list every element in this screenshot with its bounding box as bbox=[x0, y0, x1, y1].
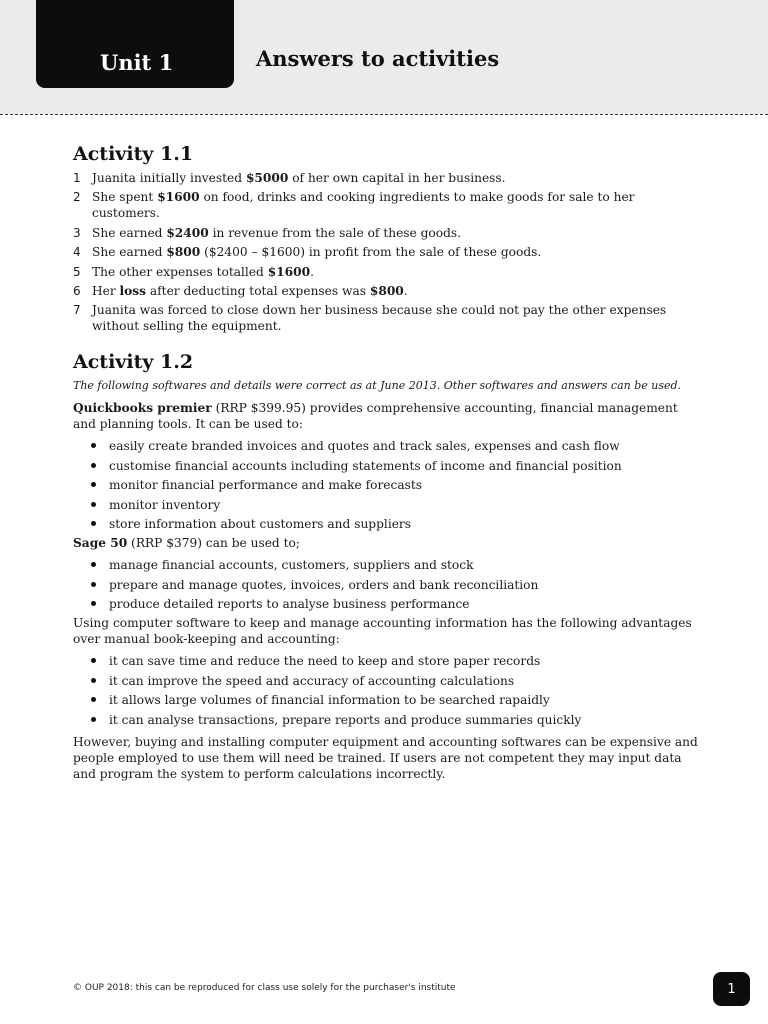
bullet-item: it allows large volumes of financial information to be searched rapaidly bbox=[73, 692, 703, 708]
text-run: Juanita initially invested bbox=[92, 171, 246, 185]
bold-text: $800 bbox=[369, 283, 404, 298]
bold-text: $1600 bbox=[267, 264, 311, 279]
text-run: The other expenses totalled bbox=[92, 264, 268, 279]
bullet-item: manage financial accounts, customers, suppliers and stock bbox=[73, 557, 703, 573]
activity-1-1-list bbox=[73, 170, 703, 334]
bold-text: Sage 50 bbox=[73, 536, 128, 551]
page-content bbox=[73, 142, 703, 782]
text-run: She spent bbox=[92, 190, 158, 205]
page-title: Answers to activities bbox=[256, 46, 500, 71]
bullet-item: easily create branded invoices and quotes and track sales, expenses and cash flow bbox=[73, 438, 703, 454]
list-item bbox=[73, 302, 703, 334]
item-number: 7 bbox=[73, 303, 81, 318]
page-number-badge: 1 bbox=[713, 972, 750, 1006]
text-run: . bbox=[310, 264, 314, 279]
list-item bbox=[73, 189, 703, 221]
unit-label: Unit 1 bbox=[100, 50, 174, 75]
bullet-item: monitor financial performance and make forecasts bbox=[73, 477, 703, 493]
bullet-item: customise financial accounts including statements of income and financial position bbox=[73, 458, 703, 474]
activity-1-1-heading: Activity 1.1 bbox=[73, 143, 194, 165]
text-run: after deducting total expenses was bbox=[146, 283, 370, 298]
item-number: 5 bbox=[73, 264, 81, 279]
sage-bullets bbox=[73, 557, 703, 612]
activity-1-2-note: The following softwares and details were correct as at June 2013. Other softwares and answers can be used. bbox=[73, 379, 682, 393]
item-number: 2 bbox=[73, 190, 81, 205]
copyright-note: © OUP 2018: this can be reproduced for class use solely for the purchaser's institute bbox=[73, 983, 456, 993]
bullet-item: monitor inventory bbox=[73, 497, 703, 513]
bold-text: $2400 bbox=[166, 225, 209, 240]
bold-text: loss bbox=[119, 283, 147, 298]
advantages-intro: Using computer software to keep and manage accounting information has the following advantages over manual book-keeping and accounting: bbox=[73, 616, 692, 647]
text-run: ($2400 – $1600) in profit from the sale of these goods. bbox=[200, 245, 542, 260]
bold-text: Quickbooks premier bbox=[73, 401, 212, 416]
list-item bbox=[73, 225, 703, 241]
bold-text: $5000 bbox=[245, 171, 289, 185]
text-run: (RRP $399.95) provides comprehensive accounting, financial management and planning tools. It can be used to: bbox=[73, 401, 678, 432]
bullet-item: prepare and manage quotes, invoices, orders and bank reconciliation bbox=[73, 577, 703, 593]
text-run: (RRP $379) can be used to; bbox=[127, 536, 300, 551]
list-item bbox=[73, 244, 703, 260]
text-run: . bbox=[403, 283, 408, 298]
bold-text: $800 bbox=[166, 245, 201, 260]
advantages-bullets bbox=[73, 653, 703, 727]
activity-1-2-heading: Activity 1.2 bbox=[73, 351, 194, 374]
list-item bbox=[73, 264, 703, 280]
dashed-divider bbox=[0, 114, 768, 115]
activity-1-1 bbox=[73, 142, 703, 334]
item-number: 4 bbox=[73, 245, 81, 260]
item-number: 3 bbox=[73, 225, 81, 240]
text-run: in revenue from the sale of these goods. bbox=[208, 225, 462, 240]
activity-1-2 bbox=[73, 350, 703, 781]
list-item bbox=[73, 283, 703, 299]
bullet-item: it can save time and reduce the need to keep and store paper records bbox=[73, 653, 703, 669]
quickbooks-intro bbox=[73, 400, 703, 432]
text-run: of her own capital in her business. bbox=[288, 171, 506, 185]
text-run: on food, drinks and cooking ingredients to make goods for sale to her customers. bbox=[92, 190, 635, 221]
text-run: She earned bbox=[92, 225, 167, 240]
item-number: 1 bbox=[73, 171, 81, 185]
bullet-item: produce detailed reports to analyse business performance bbox=[73, 596, 703, 612]
text-run: She earned bbox=[92, 245, 167, 260]
conclusion-paragraph: However, buying and installing computer equipment and accounting softwares can be expensive and people employed to use them will need be trained. If users are not competent they may input data and program the system to perform calculations incorrectly. bbox=[73, 734, 698, 781]
text-run: Her bbox=[92, 283, 120, 298]
bullet-item: it can analyse transactions, prepare reports and produce summaries quickly bbox=[73, 712, 703, 728]
list-item bbox=[73, 170, 703, 186]
bold-text: $1600 bbox=[157, 190, 200, 205]
quickbooks-bullets bbox=[73, 438, 703, 532]
sage-intro bbox=[73, 535, 703, 551]
item-number: 6 bbox=[73, 283, 81, 298]
bullet-item: it can improve the speed and accuracy of accounting calculations bbox=[73, 673, 703, 689]
bullet-item: store information about customers and suppliers bbox=[73, 516, 703, 532]
text-run: Juanita was forced to close down her business because she could not pay the other expenses without selling the equipment. bbox=[92, 303, 667, 334]
